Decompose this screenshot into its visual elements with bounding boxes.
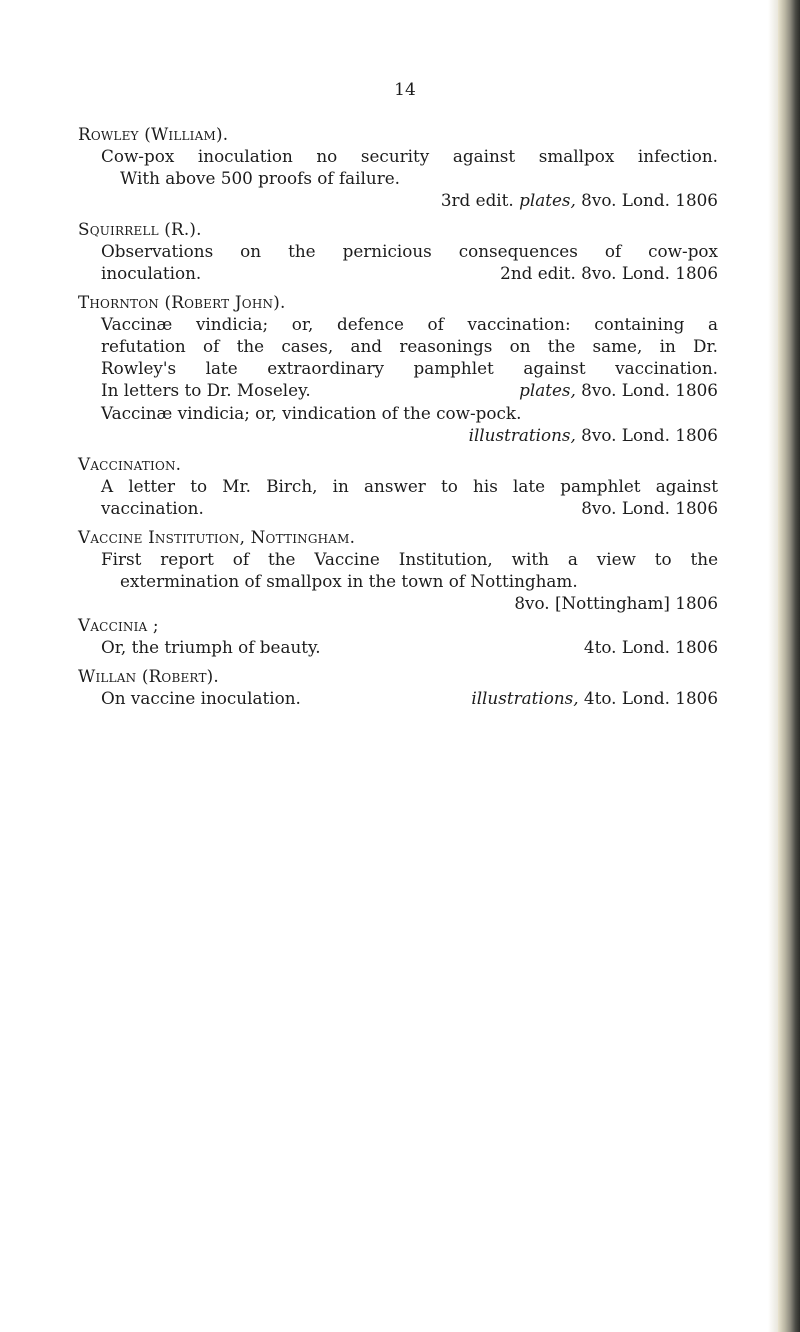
entry-publication: 8vo. [Nottingham] 1806 bbox=[514, 593, 718, 613]
entry-last-line bbox=[78, 636, 718, 658]
entry-title-end: inoculation. bbox=[101, 263, 202, 283]
pub-format: 8vo. Lond. 1806 bbox=[575, 380, 718, 400]
bibliography-list bbox=[78, 123, 718, 716]
entry-author: Squirrell (R.). bbox=[78, 219, 202, 239]
entry-title-line: Cow-pox inoculation no security against smallpox infection. bbox=[101, 146, 718, 166]
page-number: 14 bbox=[394, 80, 416, 100]
pub-format: 8vo. Lond. 1806 bbox=[575, 190, 718, 210]
entry-publication bbox=[78, 189, 718, 211]
pub-format: 8vo. Lond. 1806 bbox=[575, 425, 718, 445]
entry-author: Rowley (William). bbox=[78, 124, 229, 144]
entry-title-end: vaccination. bbox=[101, 498, 204, 518]
entry-vaccinia bbox=[78, 614, 718, 658]
entry-second-publication bbox=[78, 424, 718, 446]
entry-title-end: Or, the triumph of beauty. bbox=[101, 637, 321, 657]
entry-publication: 4to. Lond. 1806 bbox=[583, 637, 718, 657]
entry-second-title: Vaccinæ vindicia; or, vindication of the cow-pock. bbox=[101, 403, 522, 423]
entry-vaccination bbox=[78, 453, 718, 519]
entry-last-line bbox=[78, 262, 718, 284]
entry-author: Vaccination. bbox=[78, 454, 182, 474]
entry-publication: 2nd edit. 8vo. Lond. 1806 bbox=[500, 263, 718, 283]
book-spine-edge bbox=[778, 0, 800, 1332]
entry-author: Willan (Robert). bbox=[78, 666, 219, 686]
entry-title-line: Vaccinæ vindicia; or, defence of vaccination: containing a bbox=[101, 314, 718, 334]
entry-last-line bbox=[78, 379, 718, 401]
entry-title-line: Rowley's late extraordinary pamphlet against vaccination. bbox=[101, 358, 718, 378]
entry-last-line bbox=[78, 687, 718, 709]
entry-title-end: In letters to Dr. Moseley. bbox=[101, 380, 311, 400]
entry-author: Thornton (Robert John). bbox=[78, 292, 286, 312]
pub-italic-note: illustrations, bbox=[468, 425, 576, 445]
pub-edition: 3rd edit. bbox=[440, 190, 520, 210]
entry-vaccine-institution bbox=[78, 526, 718, 614]
entry-willan bbox=[78, 665, 718, 709]
entry-title-line: refutation of the cases, and reasonings on the same, in Dr. bbox=[101, 336, 718, 356]
pub-italic-note: plates, bbox=[519, 380, 576, 400]
entry-squirrell bbox=[78, 218, 718, 284]
entry-author: Vaccine Institution, Nottingham. bbox=[78, 527, 356, 547]
pub-italic-note: plates, bbox=[519, 190, 576, 210]
entry-title-line: First report of the Vaccine Institution, with a view to the bbox=[101, 549, 718, 569]
entry-title-line: Observations on the pernicious consequences of cow-pox bbox=[101, 241, 718, 261]
entry-rowley bbox=[78, 123, 718, 211]
entry-title-end: On vaccine inoculation. bbox=[101, 688, 301, 708]
entry-publication: 8vo. Lond. 1806 bbox=[581, 498, 718, 518]
page-edge-shadow bbox=[768, 0, 778, 1332]
pub-italic-note: illustrations, bbox=[471, 688, 579, 708]
entry-thornton bbox=[78, 291, 718, 446]
pub-format: 4to. Lond. 1806 bbox=[578, 688, 718, 708]
entry-title-line: A letter to Mr. Birch, in answer to his late pamphlet against bbox=[101, 476, 718, 496]
entry-author: Vaccinia ; bbox=[78, 615, 159, 635]
entry-publication bbox=[519, 379, 718, 401]
entry-publication bbox=[471, 687, 718, 709]
entry-title-line: With above 500 proofs of failure. bbox=[120, 168, 400, 188]
entry-title-line: extermination of smallpox in the town of Nottingham. bbox=[120, 571, 578, 591]
entry-last-line bbox=[78, 497, 718, 519]
